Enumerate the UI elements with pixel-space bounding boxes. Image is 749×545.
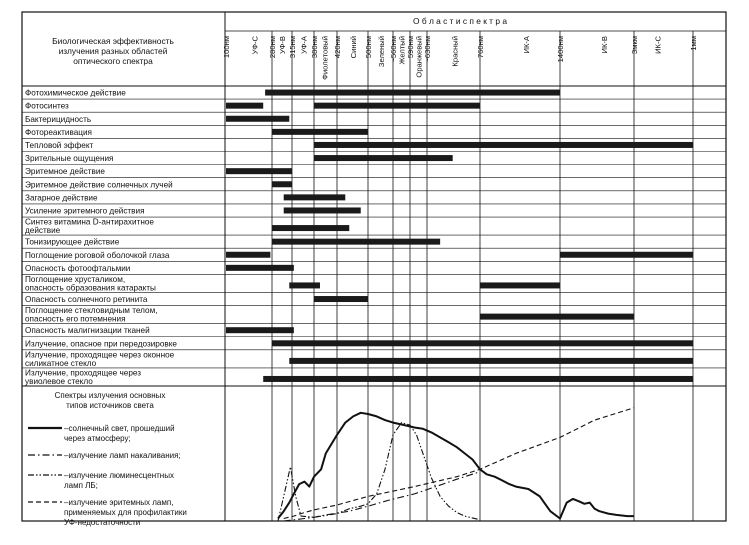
- effect-range-bar: [272, 181, 292, 187]
- effect-range-bar: [284, 194, 346, 200]
- effect-row: [25, 218, 349, 235]
- effect-range-bar: [272, 239, 440, 245]
- column-label: УФ-С: [250, 36, 260, 55]
- legend-item-text: –излучение эритемных ламп,: [64, 498, 174, 507]
- effect-range-bar: [226, 327, 294, 333]
- effect-row-label: Фотохимическое действие: [25, 88, 126, 98]
- effect-range-bar: [314, 296, 368, 302]
- column-label: Желтый: [397, 36, 407, 65]
- column-label: УФ-В: [278, 36, 288, 54]
- effect-row-label: Фотореактивация: [25, 127, 92, 137]
- effect-row-label: действие: [25, 225, 61, 235]
- effect-row-label: Тонизирующее действие: [25, 237, 120, 247]
- effect-row: [25, 295, 368, 304]
- effect-row: [25, 154, 453, 163]
- legend-item-text: через атмосферу;: [64, 434, 131, 443]
- column-label: 420нм: [333, 36, 342, 59]
- effect-range-bar: [226, 103, 263, 109]
- table-title-line-2: излучения разных областей: [58, 46, 168, 56]
- effect-range-bar: [272, 129, 368, 135]
- effect-row: [25, 306, 634, 323]
- effect-range-bar: [265, 90, 560, 96]
- effect-row: [25, 206, 361, 215]
- legend-item-text: УФ-недостаточности: [64, 518, 141, 527]
- effect-row: [25, 102, 480, 111]
- effect-range-bar: [480, 314, 634, 320]
- effect-row-label: Фотосинтез: [25, 101, 69, 111]
- effect-row: [25, 368, 693, 385]
- legend-item-text: –солнечный свет, прошедший: [64, 424, 175, 433]
- effect-range-bar: [226, 252, 270, 258]
- effect-row-label: Эритемное действие: [25, 167, 105, 177]
- column-label: ~560нм: [389, 36, 398, 63]
- source-legend: [28, 391, 187, 527]
- column-label: 380нм: [310, 36, 319, 59]
- effect-row: [25, 339, 693, 348]
- table-title-line-1: Биологическая эффективность: [52, 36, 174, 46]
- effect-row-label: Эритемное действие солнечных лучей: [25, 180, 173, 190]
- column-label: УФ-А: [299, 36, 309, 54]
- effect-row-label: Поглощение роговой оболочкой глаза: [25, 250, 170, 260]
- column-label: 1400нм: [556, 36, 565, 63]
- effect-range-bar: [314, 155, 453, 161]
- column-label: 590нм: [406, 36, 415, 59]
- effect-row: [25, 264, 294, 273]
- effect-row: [25, 141, 693, 150]
- effect-range-bar: [272, 225, 349, 231]
- effect-range-bar: [272, 340, 693, 346]
- effect-row-label: Поглощение стекловидным телом,: [25, 306, 158, 316]
- effect-range-bar: [263, 376, 693, 382]
- effect-range-bar: [480, 282, 560, 288]
- effect-row-label: Опасность солнечного ретинита: [25, 295, 148, 305]
- column-labels: [222, 35, 698, 80]
- legend-item-text: ламп ЛБ;: [64, 481, 98, 490]
- series-line-solid: [278, 413, 634, 519]
- column-label: 315нм: [288, 36, 297, 59]
- effect-row: [25, 350, 693, 367]
- effect-row-label: опасность его потемнения: [25, 314, 126, 324]
- emission-spectra-plot: [278, 408, 635, 522]
- legend-item-text: –излучение люминесцентных: [64, 471, 174, 480]
- effect-row-label: Поглощение хрусталиком,: [25, 274, 126, 284]
- effect-row-label: Излучение, опасное при передозировке: [25, 339, 177, 349]
- effect-row-label: опасность образования катаракты: [25, 283, 156, 293]
- effect-row-label: Усиление эритемного действия: [25, 206, 145, 216]
- effect-range-bar: [289, 282, 320, 288]
- effect-row-label: Синтез витамина D-антирахитное: [25, 217, 154, 227]
- spectrum-regions-title: О б л а с т и с п е к т р а: [412, 16, 508, 26]
- effect-row: [25, 180, 292, 189]
- column-label: ИК-С: [653, 36, 663, 54]
- column-label: 100нм: [222, 36, 231, 59]
- column-label: 760нм: [476, 36, 485, 59]
- effect-range-bar: [284, 207, 361, 213]
- effect-range-bar: [289, 358, 693, 364]
- effect-row-label: Зрительные ощущения: [25, 154, 114, 164]
- effect-range-bar: [314, 142, 693, 148]
- effect-row: [25, 251, 693, 260]
- effect-row-label: силикатное стекло: [25, 358, 97, 368]
- column-label: 1мм: [689, 36, 698, 51]
- effect-range-bar: [560, 252, 693, 258]
- column-label: 3мкм: [630, 36, 639, 54]
- effect-row-label: Загарное действие: [25, 193, 98, 203]
- column-label: ИК-В: [599, 36, 609, 54]
- legend-item-text: применяемых для профилактики: [64, 508, 187, 517]
- column-label: Оранжевый: [414, 36, 424, 78]
- column-label: ~630нм: [423, 36, 432, 63]
- effect-row: [25, 167, 292, 176]
- effect-range-bar: [226, 265, 294, 271]
- legend-title-line-2: типов источников света: [66, 401, 154, 410]
- effect-row: [25, 326, 294, 335]
- effect-row-label: Излучение, проходящее через: [25, 368, 141, 378]
- effect-row-label: Тепловой эффект: [25, 140, 94, 150]
- effect-row-label: увиолевое стекло: [25, 376, 93, 386]
- column-label: Фиолетовый: [320, 36, 330, 80]
- effect-row: [25, 128, 368, 137]
- effect-range-bar: [226, 168, 292, 174]
- column-label: ИК-А: [522, 36, 532, 54]
- column-label: 280нм: [268, 36, 277, 59]
- effect-row-label: Излучение, проходящее через оконное: [25, 350, 175, 360]
- table-title-line-3: оптического спектра: [73, 56, 153, 66]
- effect-row: [25, 115, 289, 124]
- effect-row-label: Бактерицидность: [25, 114, 92, 124]
- effect-range-bar: [314, 103, 480, 109]
- effect-row: [25, 238, 440, 247]
- column-label: 500нм: [364, 36, 373, 59]
- column-label: Синий: [349, 36, 359, 59]
- effect-row: [25, 193, 345, 202]
- effect-rows: [22, 89, 726, 386]
- effect-row-label: Опасность малигнизации тканей: [25, 326, 150, 336]
- effect-range-bar: [226, 116, 289, 122]
- series-line-dashdotdot: [278, 423, 480, 521]
- legend-title-line-1: Спектры излучения основных: [54, 391, 166, 400]
- column-label: Зеленый: [376, 36, 386, 68]
- legend-item-text: –излучение ламп накаливания;: [64, 451, 181, 460]
- column-label: Красный: [450, 36, 460, 67]
- effect-row-label: Опасность фотоофтальмии: [25, 263, 131, 273]
